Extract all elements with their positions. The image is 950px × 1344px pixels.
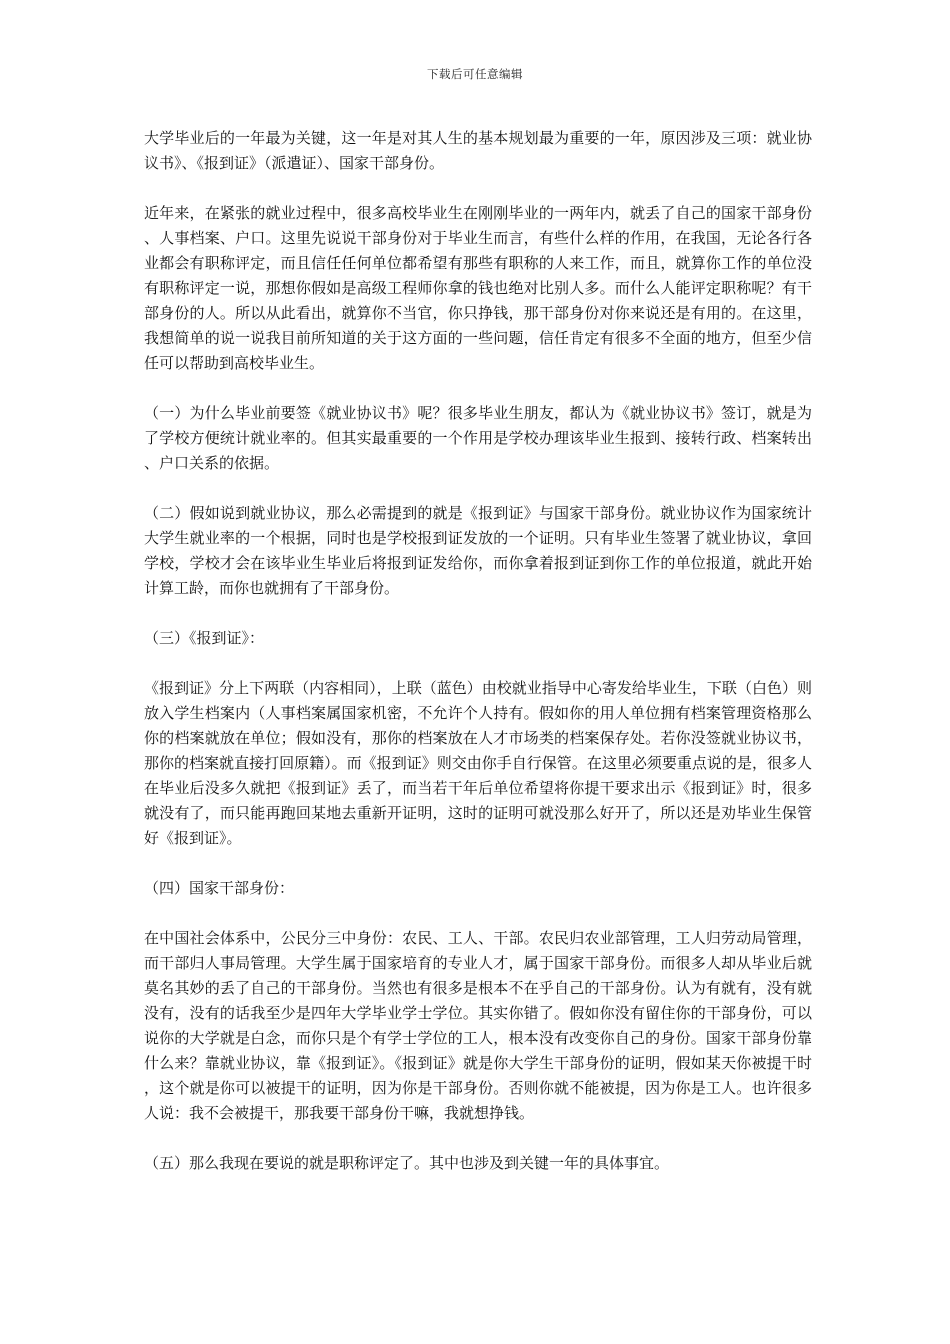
paragraph-section-5: （五）那么我现在要说的就是职称评定了。其中也涉及到关键一年的具体事宜。 — [144, 1154, 670, 1172]
paragraph-section-3: 《报到证》分上下两联（内容相同），上联（蓝色）由校就业指导中心寄发给毕业生，下联（白色）则放入学生档案内（人事档案属国家机密，不允许个人持有。假如你的用人单位拥有档案管理资格那么你的档案就放在单位；假如没有，那你的档案放在人才市场类的档案保存处。若你没签就业协议书，那你的档案就直接打回原籍）。而《报到证》则交由你手自行保管。在这里必须要重点说的是，很多人在毕业后没多久就把《报到证》丢了，而当若干年后单位希望将你提干要求出示《报到证》时，很多就没有了，而只能再跑回某地去重新开证明，这时的证明可就没那么好开了，所以还是劝毕业生保管好《报到证》。 — [144, 679, 812, 847]
section-heading-4: （四）国家干部身份： — [144, 879, 295, 897]
section-heading-3: （三）《报到证》： — [144, 629, 265, 647]
document-body — [144, 126, 812, 1201]
paragraph-section-4: 在中国社会体系中，公民分三中身份：农民、工人、干部。农民归农业部管理，工人归劳动局管理，而干部归人事局管理。大学生属于国家培育的专业人才，属于国家干部身份。而很多人却从毕业后就莫名其妙的丢了自己的干部身份。当然也有很多是根本不在乎自己的干部身份。认为有就有，没有就没有，没有的话我至少是四年大学毕业学士学位。其实你错了。假如你没有留住你的干部身份，可以说你的大学就是白念，而你只是个有学士学位的工人，根本没有改变你自己的身份。国家干部身份靠什么来？靠就业协议，靠《报到证》。《报到证》就是你大学生干部身份的证明，假如某天你被提干时，这个就是你可以被提干的证明，因为你是干部身份。否则你就不能被提，因为你是工人。也许很多人说：我不会被提干，那我要干部身份干嘛，我就想挣钱。 — [144, 929, 812, 1122]
paragraph-background: 近年来，在紧张的就业过程中，很多高校毕业生在刚刚毕业的一两年内，就丢了自己的国家干部身份、人事档案、户口。这里先说说干部身份对于毕业生而言，有些什么样的作用，在我国，无论各行各业都会有职称评定，而且信任任何单位都希望有那些有职称的人来工作，而且，就算你工作的单位没有职称评定一说，那想你假如是高级工程师你拿的钱也绝对比别人多。而什么人能评定职称呢？有干部身份的人。所以从此看出，就算你不当官，你只挣钱，那干部身份对你来说还是有用的。在这里，我想简单的说一说我目前所知道的关于这方面的一些问题，信任肯定有很多不全面的地方，但至少信任可以帮助到高校毕业生。 — [144, 204, 812, 372]
paragraph-intro: 大学毕业后的一年最为关键，这一年是对其人生的基本规划最为重要的一年，原因涉及三项：就业协议书》、《报到证》（派遣证）、国家干部身份。 — [144, 129, 812, 172]
paragraph-section-2: （二）假如说到就业协议，那么必需提到的就是《报到证》与国家干部身份。就业协议作为国家统计大学生就业率的一个根据，同时也是学校报到证发放的一个证明。只有毕业生签署了就业协议，拿回学校，学校才会在该毕业生毕业后将报到证发给你，而你拿着报到证到你工作的单位报道，就此开始计算工龄，而你也就拥有了干部身份。 — [144, 504, 812, 597]
paragraph-section-1: （一）为什么毕业前要签《就业协议书》呢？很多毕业生朋友，都认为《就业协议书》签订，就是为了学校方便统计就业率的。但其实最重要的一个作用是学校办理该毕业生报到、接转行政、档案转出、户口关系的依据。 — [144, 404, 812, 472]
page-header: 下载后可任意编辑 — [427, 67, 523, 81]
